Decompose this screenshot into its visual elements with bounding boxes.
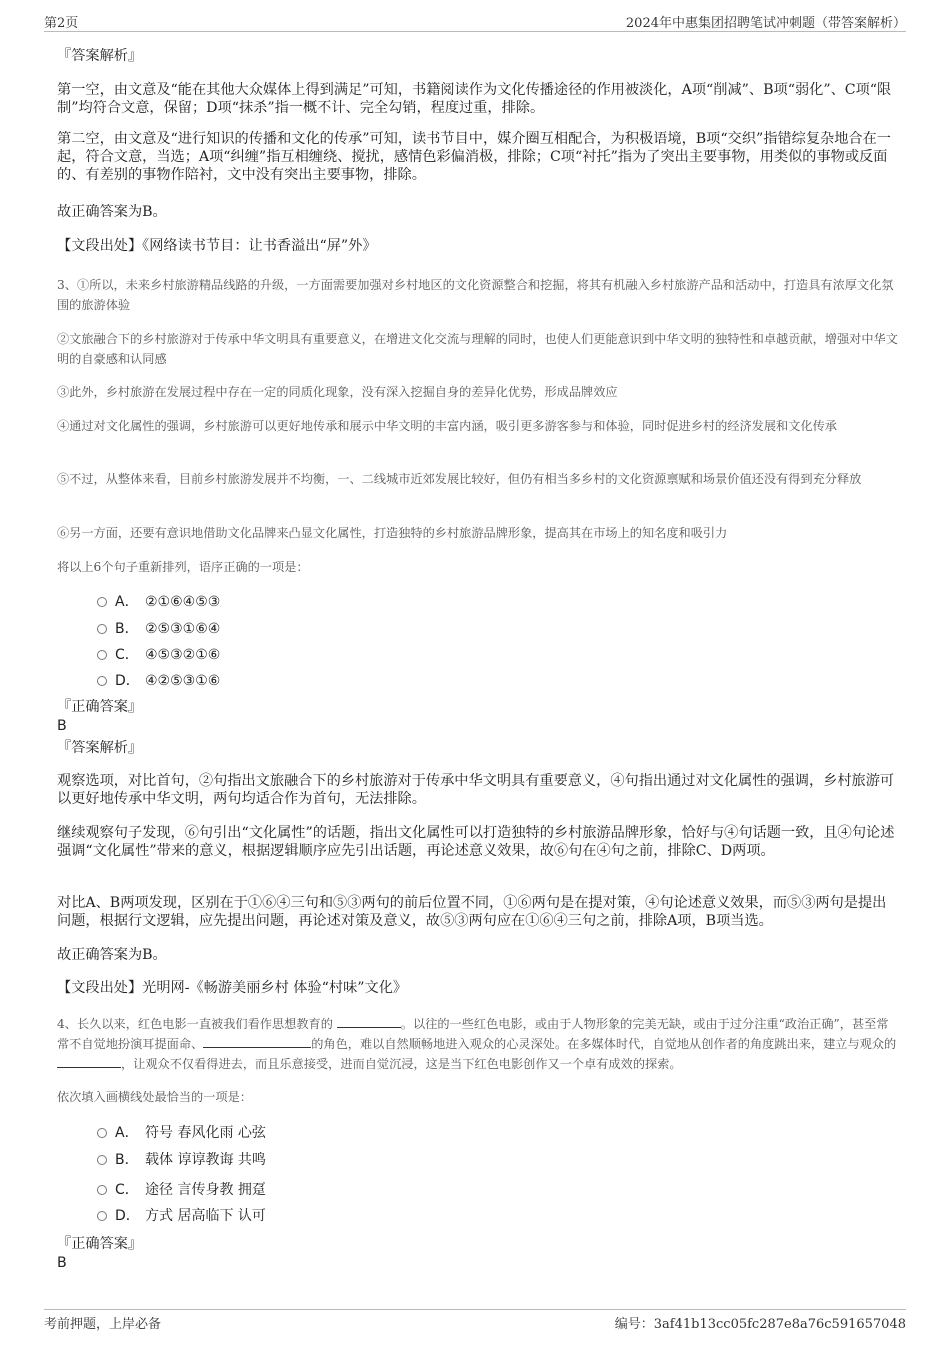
question-sentence: 3、①所以，未来乡村旅游精品线路的升级，一方面需要加强对乡村地区的文化资源整合和挖掘，将其有机融入乡村旅游产品和活动中，打造具有浓厚文化氛围的旅游体验 xyxy=(57,278,894,312)
source-citation: 【文段出处】《网络读书节目：让书香溢出“屏”外》 xyxy=(57,238,377,254)
option-key: A． xyxy=(115,594,139,610)
answer-label: 『正确答案』 xyxy=(57,1236,143,1252)
radio-button-icon[interactable] xyxy=(97,650,107,660)
page-number: 第2页 xyxy=(44,16,79,31)
document-title: 2024年中惠集团招聘笔试冲刺题（带答案解析） xyxy=(625,16,906,31)
option-d[interactable] xyxy=(97,672,220,690)
stem-part: 4、长久以来，红色电影一直被我们看作思想教育的 xyxy=(57,1017,333,1031)
fill-blank xyxy=(57,1055,121,1068)
radio-button-icon[interactable] xyxy=(97,1128,107,1138)
option-a[interactable] xyxy=(97,593,220,611)
question-stem xyxy=(57,1014,898,1074)
option-d[interactable] xyxy=(97,1207,266,1225)
option-text: ②⑤③①⑥④ xyxy=(145,621,221,637)
document-id: 编号：3af41b13cc05fc287e8a76c591657048 xyxy=(614,1317,906,1332)
question-sentence: ⑥另一方面，还要有意识地借助文化品牌来凸显文化属性，打造独特的乡村旅游品牌形象，提高其在市场上的知名度和吸引力 xyxy=(57,526,728,540)
option-c[interactable] xyxy=(97,646,220,664)
page-header xyxy=(44,12,906,30)
option-a[interactable] xyxy=(97,1124,266,1142)
radio-button-icon[interactable] xyxy=(97,1185,107,1195)
option-key: C． xyxy=(115,1182,139,1198)
option-key: C． xyxy=(115,647,139,663)
option-key: B． xyxy=(115,1152,139,1168)
conclusion-text: 故正确答案为B。 xyxy=(57,204,167,220)
footer-slogan: 考前押题，上岸必备 xyxy=(44,1317,162,1332)
option-text: ④⑤③②①⑥ xyxy=(145,647,221,663)
question-sentence: ④通过对文化属性的强调，乡村旅游可以更好地传承和展示中华文明的丰富内涵，吸引更多游客参与和体验，同时促进乡村的经济发展和文化传承 xyxy=(57,419,837,433)
option-key: A． xyxy=(115,1125,139,1141)
analysis-paragraph: 继续观察句子发现，⑥句引出“文化属性”的话题，指出文化属性可以打造独特的乡村旅游品牌形象，恰好与④句话题一致，且④句论述强调“文化属性”带来的意义，根据逻辑顺序应先引出话题，再论述意义效果，故⑥句在④句之前，排除C、D两项。 xyxy=(57,825,895,859)
analysis-paragraph: 第二空，由文意及“进行知识的传播和文化的传承”可知，读书节目中，媒介圈互相配合，为积极语境，B项“交织”指错综复杂地合在一起，符合文意，当选；A项“纠缠”指互相缠绕、搅扰，感情色彩偏消极，排除；C项“衬托”指为了突出主要事物，用类似的事物或反面的、有差别的事物作陪衬，文中没有突出主要事物，排除。 xyxy=(57,131,891,183)
radio-button-icon[interactable] xyxy=(97,597,107,607)
stem-part: ，让观众不仅看得进去，而且乐意接受，进而自觉沉浸，这是当下红色电影创作又一个卓有成效的探索。 xyxy=(121,1057,682,1071)
radio-button-icon[interactable] xyxy=(97,1155,107,1165)
option-key: D． xyxy=(115,673,140,689)
conclusion-text: 故正确答案为B。 xyxy=(57,947,167,963)
question-sentence: ②文旅融合下的乡村旅游对于传承中华文明具有重要意义，在增进文化交流与理解的同时，也使人们更能意识到中华文明的独特性和卓越贡献，增强对中华文明的自豪感和认同感 xyxy=(57,332,898,366)
option-text: 方式 居高临下 认可 xyxy=(145,1208,266,1224)
option-text: 途径 言传身教 拥趸 xyxy=(145,1182,266,1198)
answer-label: 『正确答案』 xyxy=(57,699,143,715)
source-citation: 【文段出处】光明网-《畅游美丽乡村 体验“村味”文化》 xyxy=(57,980,408,996)
option-b[interactable] xyxy=(97,1151,266,1169)
analysis-paragraph: 第一空，由文意及“能在其他大众媒体上得到满足”可知，书籍阅读作为文化传播途径的作用被淡化，A项“削减”、B项“弱化”、C项“限制”均符合文意，保留；D项“抹杀”指一概不计、完全勾销，程度过重，排除。 xyxy=(57,82,892,116)
option-key: B． xyxy=(115,621,139,637)
option-text: 符号 春风化雨 心弦 xyxy=(145,1125,266,1141)
option-b[interactable] xyxy=(97,620,220,638)
question-prompt: 将以上6个句子重新排列，语序正确的一项是： xyxy=(57,560,309,574)
analysis-paragraph: 观察选项，对比首句，②句指出文旅融合下的乡村旅游对于传承中华文明具有重要意义，④句指出通过对文化属性的强调，乡村旅游可以更好地传承中华文明，两句均适合作为首句，无法排除。 xyxy=(57,773,895,807)
radio-button-icon[interactable] xyxy=(97,676,107,686)
answer-value: B xyxy=(57,1255,67,1271)
analysis-label: 『答案解析』 xyxy=(57,740,143,756)
radio-button-icon[interactable] xyxy=(97,624,107,634)
option-key: D． xyxy=(115,1208,140,1224)
option-c[interactable] xyxy=(97,1181,266,1199)
option-text: ②①⑥④⑤③ xyxy=(145,594,221,610)
fill-blank xyxy=(337,1015,401,1028)
option-text: 载体 谆谆教诲 共鸣 xyxy=(145,1152,266,1168)
question-sentence: ⑤不过，从整体来看，目前乡村旅游发展并不均衡，一、二线城市近郊发展比较好，但仍有相当多乡村的文化资源禀赋和场景价值还没有得到充分释放 xyxy=(57,472,862,486)
question-prompt: 依次填入画横线处最恰当的一项是： xyxy=(57,1090,252,1104)
analysis-label: 『答案解析』 xyxy=(57,48,143,64)
analysis-paragraph: 对比A、B两项发现，区别在于①⑥④三句和⑤③两句的前后位置不同，①⑥两句是在提对策，④句论述意义效果，而⑤③两句是提出问题，根据行文逻辑，应先提出问题，再论述对策及意义，故⑤③两句应在①⑥④三句之前，排除A项，B项当选。 xyxy=(57,895,887,929)
stem-part: 。以往的一些红色电影，或由于人物形象的完美无缺，或由于过分注重“政治正确”，甚至常常不自觉地扮演耳提面命、 xyxy=(57,1017,889,1051)
radio-button-icon[interactable] xyxy=(97,1211,107,1221)
stem-part: 的角色，难以自然顺畅地进入观众的心灵深处。在多媒体时代，自觉地从创作者的角度跳出来，建立与观众的 xyxy=(311,1037,897,1051)
header-divider xyxy=(44,31,906,32)
question-sentence: ③此外，乡村旅游在发展过程中存在一定的同质化现象，没有深入挖掘自身的差异化优势，形成品牌效应 xyxy=(57,385,618,399)
footer-divider xyxy=(44,1309,906,1310)
answer-value: B xyxy=(57,718,67,734)
fill-blank xyxy=(203,1035,311,1048)
option-text: ④②⑤③①⑥ xyxy=(145,673,221,689)
